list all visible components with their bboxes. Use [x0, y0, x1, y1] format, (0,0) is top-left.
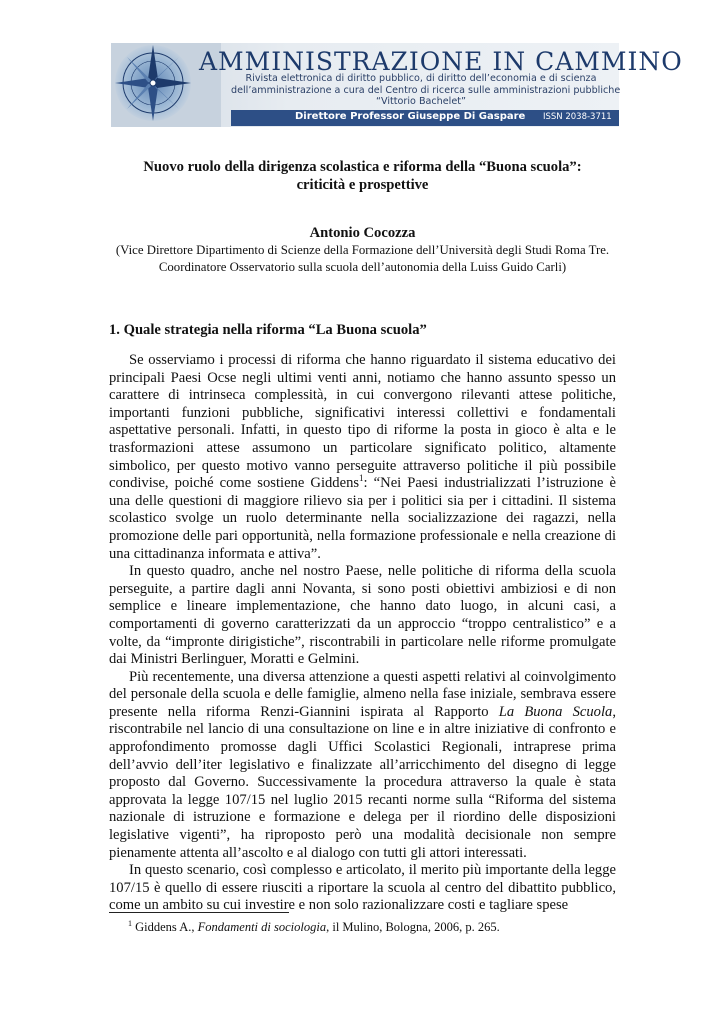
journal-director: Direttore Professor Giuseppe Di Gaspare [295, 111, 526, 122]
article-title [100, 158, 625, 194]
article-author: Antonio Cocozza [309, 225, 416, 241]
author-affiliation [80, 242, 645, 275]
footnote [128, 919, 500, 935]
journal-issn: ISSN 2038-3711 [543, 112, 612, 122]
paragraph-text: Se osserviamo i processi di riforma che hanno riguardato il sistema educativo dei principali Paesi Ocse negli ultimi venti anni, notiamo che hanno assunto spesso un carattere di intrinseca complessità, in cui convergono rilevanti attese politiche, importanti funzioni pubbliche, significativi interessi collettivi e fondamentali aspettative personali. Infatti, in questo tipo di riforme la posta in gioco è alta e le trasformazioni attese assumono un particolare significato politico, altamente simbolico, per questo motivo vanno perseguite attraverso politiche il più possibile condivise, poiché come sostiene Giddens [109, 352, 616, 492]
paragraph-text: Più recentemente, una diversa attenzione a questi aspetti relativi al coinvolgimento del personale della scuola e delle famiglie, almeno nella fase iniziale, sembrava essere presente nella riforma Renzi-Giannini ispirata al Rapporto [109, 668, 616, 720]
journal-subtitle-line: Rivista elettronica di diritto pubblico, di diritto dell’economia e di scienza [245, 73, 597, 84]
article-body [109, 352, 616, 915]
section-heading: 1. Quale strategia nella riforma “La Buona scuola” [109, 322, 427, 338]
body-paragraph [109, 352, 616, 563]
paragraph-text: : “Nei Paesi industrializzati l’istruzione è una delle questioni di maggiore rilievo sia per i politici sia per i cittadini. Il sistema scolastico svolge un ruolo determinante nella socializzazione dei ragazzi, nella promozione delle pari opportunità, nella formazione professionale e nella creazione di una cittadinanza informata e attiva”. [109, 475, 616, 562]
footnote-text: , il Mulino, Bologna, 2006, p. 265. [326, 920, 500, 935]
article-title-line: criticità e prospettive [296, 177, 429, 193]
footnote-text: Giddens A., [132, 920, 198, 935]
journal-subtitle-line: “Vittorio Bachelet” [376, 96, 466, 107]
footnote-number: 1 [128, 919, 132, 928]
journal-title: AMMINISTRAZIONE IN CAMMINO [199, 47, 683, 76]
affiliation-line: Coordinatore Osservatorio sulla scuola dell’autonomia della Luiss Guido Carli) [158, 259, 567, 274]
body-paragraph [109, 669, 616, 863]
body-paragraph: In questo scenario, così complesso e articolato, il merito più importante della legge 107/15 è quello di essere riusciti a riportare la scuola al centro del dibattito pubblico, come un ambito su cui investire e non solo razionalizzare costi e tagliare spese [109, 862, 616, 914]
footnote-divider [109, 912, 289, 913]
journal-subtitle [231, 73, 621, 108]
italic-title: La Buona Scuola [498, 703, 613, 720]
footnote-reference[interactable]: 1 [359, 473, 364, 484]
affiliation-line: (Vice Direttore Dipartimento di Scienze della Formazione dell’Università degli Studi Roma Tre. [115, 243, 610, 257]
journal-subtitle-line: dell’amministrazione a cura del Centro di ricerca sulle amministrazioni pubbliche [231, 84, 621, 96]
article-title-line: Nuovo ruolo della dirigenza scolastica e riforma della “Buona scuola”: [143, 159, 582, 175]
footnote-book-title: Fondamenti di sociologia [197, 920, 327, 935]
journal-banner [111, 43, 683, 127]
paragraph-text: , riscontrabile nel lancio di una consultazione on line e in altre iniziative di confronto e approfondimento promosse dagli Uffici Scolastici Regionali, intraprese prima dell’avvio dell’iter legislativo e finalizzate all’arricchimento del disegno di legge proposto dal Governo. Successivamente la procedura attraverso la quale è stata approvata la legge 107/15 nel luglio 2015 recanti norme sulla “Riforma del sistema nazionale di istruzione e formazione e delega per il riordino delle disposizioni legislative vigenti”, ha riproposto però una modalità decisionale non sempre pienamente attenta all’ascolto e al dialogo con tutti gli attori interessati. [109, 703, 616, 861]
body-paragraph: In questo quadro, anche nel nostro Paese, nelle politiche di riforma della scuola perseguite, a partire dagli anni Novanta, si sono posti obiettivi ambiziosi e di non semplice e lineare implementazione, che hanno dato luogo, in alcuni casi, a comportamenti di governo caratterizzati da un approccio “troppo centralistico” e a volte, da “impronte dirigistiche”, riscontrabili in particolare nelle riforme promulgate dai Ministri Berlinguer, Moratti e Gelmini. [109, 563, 616, 668]
